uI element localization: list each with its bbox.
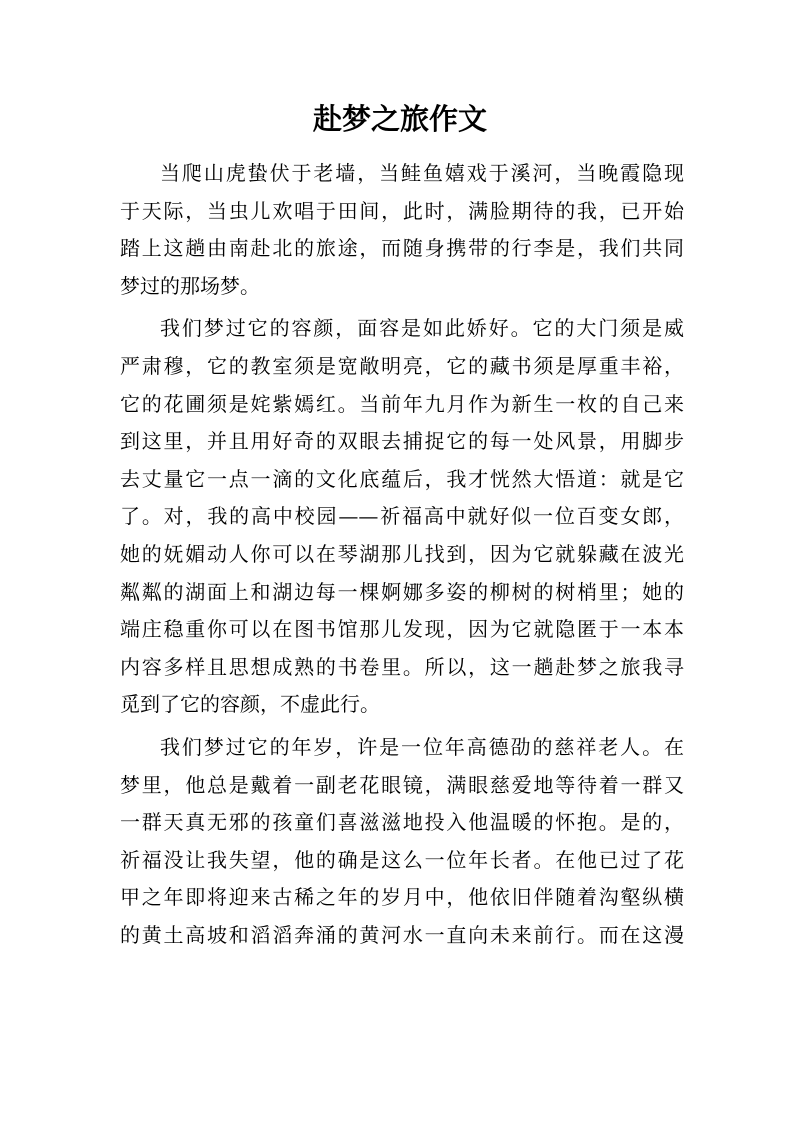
paragraph-2 [120, 310, 684, 724]
essay-title: 赴梦之旅作文 [312, 102, 487, 136]
text-line: 梦过的那场梦。 [120, 273, 260, 298]
paragraph-1 [120, 155, 684, 305]
text-line: 内容多样且思想成熟的书卷里。所以，这一趟赴梦之旅我寻 [120, 654, 684, 679]
text-line: 粼粼的湖面上和湖边每一棵婀娜多姿的柳树的树梢里；她的 [120, 579, 684, 604]
text-line: 踏上这趟由南赴北的旅途，而随身携带的行李是，我们共同 [120, 236, 684, 261]
text-line: 甲之年即将迎来古稀之年的岁月中，他依旧伴随着沟壑纵横 [120, 885, 684, 910]
text-line: 祈福没让我失望，他的确是这么一位年长者。在他已过了花 [120, 847, 684, 872]
paragraph-3 [120, 729, 684, 955]
text-line: 了。对，我的高中校园——祈福高中就好似一位百变女郎， [120, 504, 684, 529]
text-line: 我们梦过它的容颜，面容是如此娇好。它的大门须是威 [160, 316, 684, 341]
text-line: 于天际，当虫儿欢唱于田间，此时，满脸期待的我，已开始 [120, 198, 684, 223]
essay-body [120, 155, 684, 954]
text-line: 她的妩媚动人你可以在琴湖那儿找到，因为它就躲藏在波光 [120, 541, 684, 566]
text-line: 到这里，并且用好奇的双眼去捕捉它的每一处风景，用脚步 [120, 429, 684, 454]
text-line: 当爬山虎蛰伏于老墙，当鲑鱼嬉戏于溪河，当晚霞隐现 [160, 161, 684, 185]
text-line: 一群天真无邪的孩童们喜滋滋地投入他温暖的怀抱。是的， [120, 810, 684, 835]
text-line: 去丈量它一点一滴的文化底蕴后，我才恍然大悟道：就是它 [120, 466, 684, 491]
text-line: 觅到了它的容颜，不虚此行。 [120, 692, 380, 717]
text-line: 严肃穆，它的教室须是宽敞明亮，它的藏书须是厚重丰裕， [120, 353, 684, 378]
text-line: 我们梦过它的年岁，许是一位年高德劭的慈祥老人。在 [160, 734, 684, 759]
text-line: 端庄稳重你可以在图书馆那儿发现，因为它就隐匿于一本本 [120, 617, 684, 642]
text-line: 梦里，他总是戴着一副老花眼镜，满眼慈爱地等待着一群又 [120, 772, 684, 797]
text-line: 的黄土高坡和滔滔奔涌的黄河水一直向未来前行。而在这漫 [120, 922, 684, 947]
text-line: 它的花圃须是姹紫嫣红。当前年九月作为新生一枚的自己来 [120, 391, 684, 416]
